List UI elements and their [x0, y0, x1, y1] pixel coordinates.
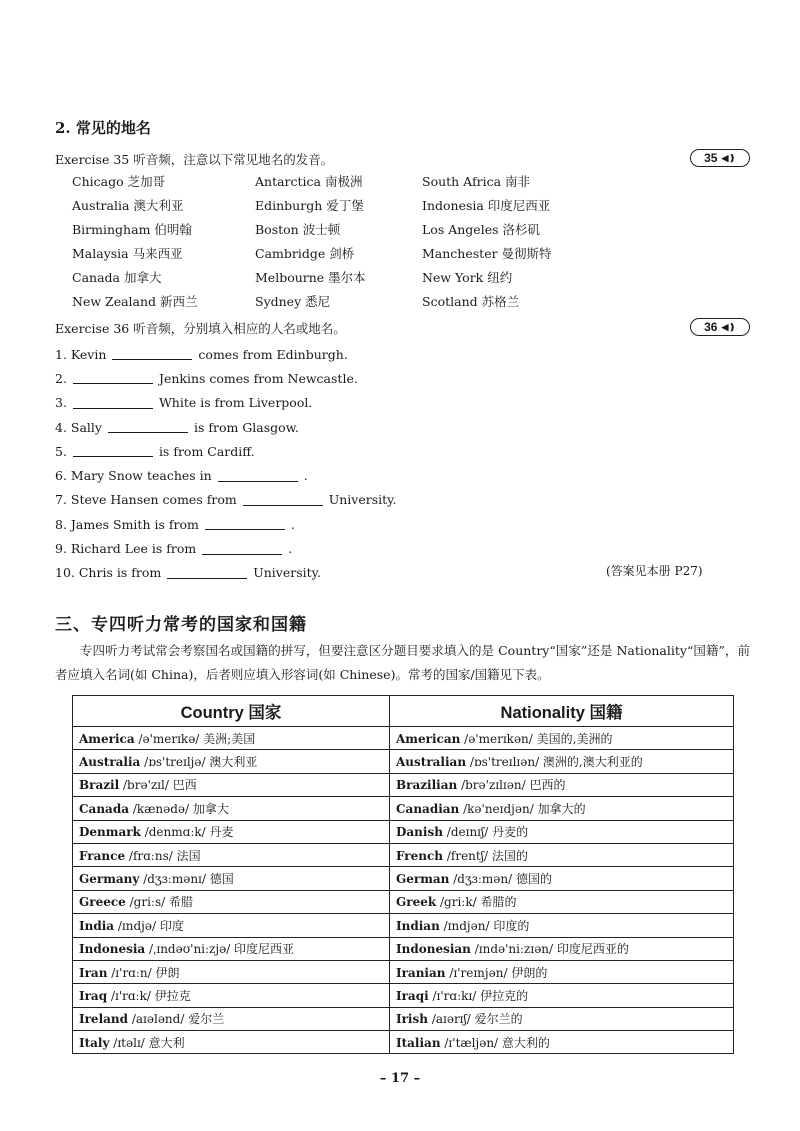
- country-cell: [73, 773, 390, 796]
- answer-note: (答案见本册 P27): [606, 564, 703, 578]
- country-phonetic: /aɪələnd/ 爱尔兰: [131, 1012, 225, 1027]
- table-row: [73, 773, 734, 796]
- exercise-item: [55, 488, 775, 512]
- place-name: Cambridge 剑桥: [255, 246, 355, 261]
- table-row: [73, 797, 734, 820]
- country-phonetic: /ɪ'rɑːn/ 伊朗: [111, 965, 180, 980]
- answer-blank[interactable]: [218, 470, 298, 482]
- exercise-item: [55, 366, 775, 390]
- answer-blank[interactable]: [243, 494, 323, 506]
- nationality-phonetic: /ɪndə'niːzɪən/ 印度尼西亚的: [474, 942, 629, 957]
- nationality-cell: [390, 727, 734, 750]
- place-name: Sydney 悉尼: [255, 294, 331, 309]
- country-phonetic: /dʒɜːmənɪ/ 德国: [143, 872, 234, 887]
- country-cell: [73, 820, 390, 843]
- place-name: Melbourne 墨尔本: [255, 270, 366, 285]
- item-text-before: 8. James Smith is from: [55, 516, 199, 532]
- place-name: Indonesia 印度尼西亚: [422, 198, 551, 213]
- nationality-phonetic: /frentʃ/ 法国的: [446, 848, 528, 863]
- nationality-cell: [390, 937, 734, 960]
- table-row: [73, 867, 734, 890]
- place-name: Birmingham 伯明翰: [72, 222, 192, 237]
- country-phonetic: /ɪ'rɑːk/ 伊拉克: [110, 988, 191, 1003]
- answer-blank[interactable]: [112, 348, 192, 360]
- nationality-name: French: [396, 848, 444, 863]
- country-name: Italy: [79, 1035, 110, 1050]
- country-phonetic: /ɒs'treɪljə/ 澳大利亚: [144, 755, 258, 770]
- country-phonetic: /ɪtəlɪ/ 意大利: [113, 1035, 185, 1050]
- item-text-after: University.: [328, 492, 397, 508]
- place-name: Australia 澳大利亚: [72, 198, 184, 213]
- place-name: Los Angeles 洛杉矶: [422, 222, 540, 237]
- nationality-name: Danish: [396, 825, 443, 840]
- answer-blank[interactable]: [205, 518, 285, 530]
- country-cell: [73, 890, 390, 913]
- audio-track-36-button[interactable]: [690, 318, 750, 336]
- item-text-before: 6. Mary Snow teaches in: [55, 468, 212, 484]
- item-text-after: is from Cardiff.: [158, 443, 255, 459]
- country-name: France: [79, 848, 126, 863]
- place-name: Malaysia 马来西亚: [72, 246, 183, 261]
- item-text-after: Jenkins comes from Newcastle.: [158, 370, 358, 386]
- page-number: – 17 –: [379, 1071, 421, 1086]
- country-name: Ireland: [79, 1012, 129, 1027]
- country-phonetic: /brə'zɪl/ 巴西: [123, 778, 197, 793]
- country-phonetic: /griːs/ 希腊: [129, 895, 193, 910]
- country-phonetic: /kænədə/ 加拿大: [132, 801, 229, 816]
- country-name: Germany: [79, 872, 140, 887]
- table-row: [73, 843, 734, 866]
- place-name: Edinburgh 爱丁堡: [255, 198, 364, 213]
- country-phonetic: /ˌɪndəʊ'niːzjə/ 印度尼西亚: [149, 942, 295, 957]
- header-nationality: Nationality 国籍: [390, 696, 734, 727]
- country-name: Indonesia: [79, 942, 146, 957]
- exercise-item: [55, 391, 775, 415]
- country-phonetic: /ə'merɪkə/ 美洲;美国: [138, 731, 256, 746]
- country-cell: [73, 843, 390, 866]
- nationality-name: Brazilian: [396, 778, 458, 793]
- item-text-before: 3.: [55, 395, 67, 411]
- nationality-phonetic: /ɪndjən/ 印度的: [443, 918, 530, 933]
- answer-blank[interactable]: [73, 397, 153, 409]
- nationality-name: Indian: [396, 918, 440, 933]
- exercise-item: [55, 439, 775, 463]
- nationality-phonetic: /ə'merɪkən/ 美国的,美洲的: [464, 731, 613, 746]
- country-name: Denmark: [79, 825, 141, 840]
- table-row: [73, 937, 734, 960]
- section-2-title: 2. 常见的地名: [55, 119, 151, 137]
- country-cell: [73, 937, 390, 960]
- country-cell: [73, 984, 390, 1007]
- place-name: Scotland 苏格兰: [422, 294, 520, 309]
- country-name: Australia: [79, 755, 141, 770]
- exercise-36-heading: Exercise 36 听音频，分别填入相应的人名或地名。: [55, 321, 346, 336]
- item-text-before: 5.: [55, 443, 67, 459]
- nationality-phonetic: /aɪərɪʃ/ 爱尔兰的: [431, 1012, 523, 1027]
- nationality-phonetic: /kə'neɪdjən/ 加拿大的: [463, 801, 586, 816]
- country-phonetic: /ɪndjə/ 印度: [117, 918, 184, 933]
- nationality-name: Canadian: [396, 801, 460, 816]
- nationality-name: Indonesian: [396, 942, 471, 957]
- audio-track-35-button[interactable]: [690, 149, 750, 167]
- place-name-grid: [72, 172, 632, 316]
- part-3-intro: 专四听力考试常会考察国名或国籍的拼写，但要注意区分题目要求填入的是 Country“国家”还是 Nationality“国籍”，前者应填入名词(如 China)，后者则应填入形容词(如 Chinese)。常考的国家/国籍见下表。: [55, 643, 750, 682]
- exercise-item: [55, 415, 775, 439]
- speaker-icon: ◀❫: [721, 321, 736, 332]
- place-name: Boston 波士顿: [255, 222, 341, 237]
- exercise-35-heading: Exercise 35 听音频，注意以下常见地名的发音。: [55, 152, 334, 167]
- nationality-cell: [390, 797, 734, 820]
- nationality-cell: [390, 843, 734, 866]
- nationality-phonetic: /dʒɜːmən/ 德国的: [453, 872, 552, 887]
- item-text-after: University.: [253, 565, 322, 581]
- nationality-cell: [390, 1007, 734, 1030]
- item-text-before: 10. Chris is from: [55, 565, 162, 581]
- nationality-name: American: [396, 731, 461, 746]
- country-phonetic: /denmɑːk/ 丹麦: [144, 825, 234, 840]
- item-text-before: 2.: [55, 370, 67, 386]
- item-text-after: is from Glasgow.: [193, 419, 299, 435]
- item-text-before: 4. Sally: [55, 419, 102, 435]
- exercise-item: [55, 536, 775, 560]
- country-cell: [73, 867, 390, 890]
- place-name: New York 纽约: [422, 270, 513, 285]
- nationality-name: German: [396, 872, 450, 887]
- nationality-cell: [390, 1031, 734, 1054]
- answer-blank[interactable]: [73, 445, 153, 457]
- nationality-name: Iranian: [396, 965, 446, 980]
- nationality-name: Iraqi: [396, 988, 429, 1003]
- nationality-cell: [390, 914, 734, 937]
- part-3-title: 三、专四听力常考的国家和国籍: [55, 615, 307, 635]
- table-row: [73, 914, 734, 937]
- place-name: Manchester 曼彻斯特: [422, 246, 552, 261]
- nationality-phonetic: /brə'zɪlɪən/ 巴西的: [461, 778, 566, 793]
- nationality-name: Greek: [396, 895, 437, 910]
- table-row: [73, 750, 734, 773]
- table-row: [73, 820, 734, 843]
- item-text-after: .: [288, 541, 293, 557]
- country-cell: [73, 797, 390, 820]
- exercise-item: [55, 463, 775, 487]
- table-row: [73, 890, 734, 913]
- country-name: India: [79, 918, 115, 933]
- table-row: [73, 984, 734, 1007]
- nationality-phonetic: /ɪ'tæljən/ 意大利的: [444, 1035, 550, 1050]
- country-name: Brazil: [79, 778, 120, 793]
- item-text-before: 7. Steve Hansen comes from: [55, 492, 237, 508]
- item-text-after: White is from Liverpool.: [158, 395, 313, 411]
- place-name: Chicago 芝加哥: [72, 174, 166, 189]
- nationality-name: Australian: [396, 755, 467, 770]
- answer-blank[interactable]: [108, 421, 188, 433]
- country-cell: [73, 750, 390, 773]
- place-name: New Zealand 新西兰: [72, 294, 198, 309]
- country-nationality-table: [72, 695, 734, 1054]
- place-name: South Africa 南非: [422, 174, 531, 189]
- track-number: 36: [704, 320, 718, 334]
- place-name: Canada 加拿大: [72, 270, 162, 285]
- nationality-cell: [390, 984, 734, 1007]
- table-row: [73, 1031, 734, 1054]
- item-text-after: comes from Edinburgh.: [198, 346, 348, 362]
- track-number: 35: [704, 151, 718, 165]
- exercise-36-list: [55, 342, 775, 585]
- country-cell: [73, 727, 390, 750]
- place-name: Antarctica 南极洲: [255, 174, 363, 189]
- item-text-after: .: [303, 468, 308, 484]
- country-name: Greece: [79, 895, 126, 910]
- answer-blank[interactable]: [202, 543, 282, 555]
- answer-blank[interactable]: [73, 372, 153, 384]
- country-name: Iran: [79, 965, 108, 980]
- nationality-phonetic: /ɪ'rɑːkɪ/ 伊拉克的: [432, 988, 529, 1003]
- nationality-cell: [390, 750, 734, 773]
- nationality-cell: [390, 820, 734, 843]
- item-text-after: .: [290, 516, 295, 532]
- country-name: America: [79, 731, 135, 746]
- nationality-cell: [390, 890, 734, 913]
- nationality-cell: [390, 773, 734, 796]
- exercise-item: [55, 512, 775, 536]
- nationality-phonetic: /griːk/ 希腊的: [439, 895, 517, 910]
- table-row: [73, 1007, 734, 1030]
- speaker-icon: ◀❫: [721, 152, 736, 163]
- country-phonetic: /frɑːns/ 法国: [128, 848, 201, 863]
- nationality-phonetic: /ɒs'treɪlɪən/ 澳洲的,澳大利亚的: [469, 755, 643, 770]
- exercise-item: [55, 342, 775, 366]
- table-row: [73, 727, 734, 750]
- nationality-name: Irish: [396, 1012, 428, 1027]
- nationality-name: Italian: [396, 1035, 441, 1050]
- country-name: Canada: [79, 801, 129, 816]
- country-cell: [73, 1031, 390, 1054]
- table-row: [73, 960, 734, 983]
- nationality-cell: [390, 960, 734, 983]
- country-cell: [73, 1007, 390, 1030]
- country-cell: [73, 960, 390, 983]
- nationality-cell: [390, 867, 734, 890]
- nationality-phonetic: /deɪnɪʃ/ 丹麦的: [446, 825, 529, 840]
- country-name: Iraq: [79, 988, 108, 1003]
- header-country: Country 国家: [73, 696, 390, 727]
- answer-blank[interactable]: [167, 567, 247, 579]
- nationality-phonetic: /ɪ'reɪnjən/ 伊朗的: [449, 965, 548, 980]
- item-text-before: 1. Kevin: [55, 346, 107, 362]
- item-text-before: 9. Richard Lee is from: [55, 541, 197, 557]
- country-cell: [73, 914, 390, 937]
